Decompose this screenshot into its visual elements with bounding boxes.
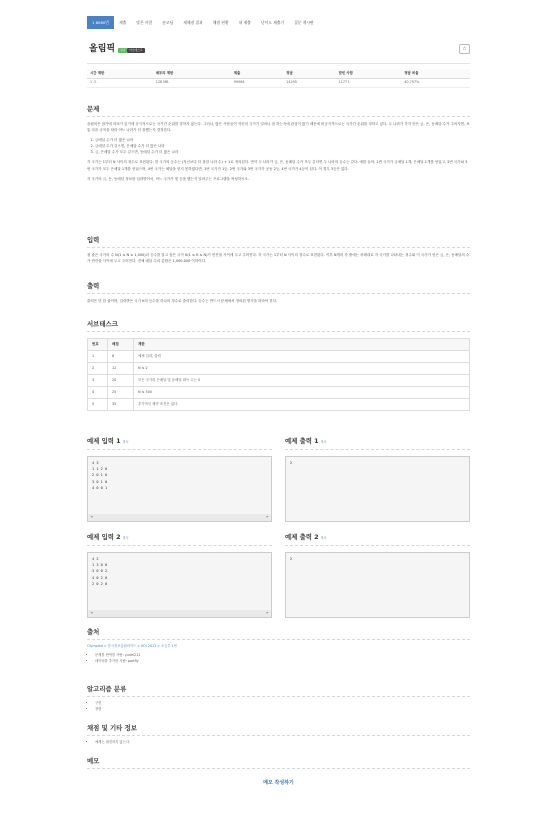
example-text: 4 3 1 1 2 0 2 0 1 0 3 0 1 0 4 0 0 1 — [92, 461, 108, 490]
memo-section — [87, 757, 470, 769]
algorithm-tag[interactable]: • 정렬 — [95, 706, 470, 712]
copy-button[interactable]: 복사 — [122, 440, 129, 444]
subtask-header: 배점 — [108, 339, 134, 351]
subtask-cell: N ≤ 500 — [134, 387, 470, 399]
input-section — [87, 236, 470, 264]
section-heading: 예제 입력 1 — [87, 437, 121, 445]
problem-info-table — [87, 69, 470, 88]
info-value: 11771 — [336, 78, 402, 87]
info-value: 99964 — [231, 78, 283, 87]
write-memo-button[interactable]: 메모 작성하기 — [263, 780, 294, 786]
tab-difficulty[interactable]: 난이도 제출기 — [260, 20, 285, 25]
algorithm-section — [87, 685, 470, 712]
grading-section — [87, 724, 470, 745]
source-list — [87, 652, 470, 664]
tab-status[interactable]: 채점 현황 — [212, 20, 229, 25]
subtask-cell: 1 — [88, 351, 108, 363]
example-text: 2 — [290, 557, 293, 561]
section-heading: 예제 출력 2 — [285, 533, 319, 541]
list-item: • 문제를 번역한 사람: yuriel211 — [95, 652, 470, 658]
example-input-1-box[interactable] — [87, 456, 272, 522]
example-input-2 — [87, 533, 272, 618]
section-heading: 출력 — [87, 282, 470, 294]
example-output-2-box[interactable] — [285, 552, 470, 618]
example-input-2-box[interactable] — [87, 552, 272, 618]
tab-questions[interactable]: 질문 게시판 — [294, 20, 314, 25]
problem-paragraph: 올림픽은 참가에 의의가 있기에 공식적으로는 국가간 순위를 정하지 않는다. 그러나, 많은 사람들이 자신의 국가가 얼마나 잘 하는지에 관심이 많기 때문에 비공식적으로는 국가간 순위를 정하고 있다. 두 나라가 각각 얻은 금, 은, 동메달 수가 주어지면, 보통 다음 규칙을 따라 어느 나라가 더 잘했는지 결정한다. — [87, 122, 470, 133]
info-value: 14295 — [283, 78, 335, 87]
tab-problem[interactable]: 1 8060번 — [87, 16, 114, 29]
rules-list — [87, 137, 470, 155]
table-row — [88, 363, 470, 375]
source-section — [87, 628, 470, 664]
input-description: 첫 줄은 국가의 수 N(1 ≤ N ≤ 1,000)과 등수를 알고 싶은 국가 K(1 ≤ K ≤ N)가 빈칸을 사이에 두고 주어진다. 각 국가는 1부터 N 사이의 정수로 표현된다. 이후 N개의 각 줄에는 차례대로 각 국가를 나타내는 정수와 이 국가가 얻은 금, 은, 동메달의 수가 빈칸을 사이에 두고 주어진다. 전체 메달 수의 총합은 1,000,000 이하이다. — [87, 253, 470, 264]
subtask-cell: 35 — [108, 399, 134, 411]
subtask-cell: 3 — [88, 375, 108, 387]
scroll-right-icon[interactable]: ▸ — [265, 514, 269, 520]
example-output-1-box[interactable] — [285, 456, 470, 522]
source-line — [87, 643, 470, 649]
tab-short-coding[interactable]: 숏코딩 — [162, 20, 174, 25]
subtask-cell: N ≤ 2 — [134, 363, 470, 375]
problem-paragraph: 각 국가의 금, 은, 동메달 정보를 입력받아서, 어느 국가가 몇 등을 했는지 알려주는 프로그램을 작성하시오. — [87, 176, 250, 181]
example-output-1 — [285, 437, 470, 522]
source-link[interactable]: Olympiad > 한국정보올림피아드 > KOI 2013 > 초등부 1번 — [87, 644, 177, 648]
subtask-header: 제한 — [134, 339, 470, 351]
section-heading: 서브태스크 — [87, 320, 470, 332]
info-value: 128 MB — [153, 78, 231, 87]
section-heading: 메모 — [87, 757, 470, 769]
subtask-cell: 12 — [108, 363, 134, 375]
section-heading: 입력 — [87, 236, 470, 248]
subtask-cell: 8 — [108, 351, 134, 363]
list-item: 3. 금, 은메달 수가 모두 같으면, 동메달 수가 더 많은 나라 — [95, 149, 470, 155]
copy-button[interactable]: 복사 — [320, 536, 327, 540]
section-heading: 예제 출력 1 — [285, 437, 319, 445]
subtask-cell: 4 — [88, 387, 108, 399]
subtask-badge: 서브태스크 — [129, 48, 143, 52]
subtask-cell: 20 — [108, 375, 134, 387]
output-description: 출력은 단 한 줄이며, 입력받은 국가 K의 등수를 하나의 정수로 출력한다. 등수는 반드시 문제에서 정의된 방식을 따라야 한다. — [87, 299, 278, 303]
copy-button[interactable]: 복사 — [122, 536, 129, 540]
tab-solved-users[interactable]: 맞은 사람 — [136, 20, 153, 25]
algorithm-tag[interactable]: • 구현 — [95, 700, 470, 706]
example-text: 2 — [290, 461, 293, 465]
list-item: 1. 금메달 수가 더 많은 나라 — [95, 137, 470, 143]
section-heading: 출처 — [87, 628, 470, 640]
star-icon[interactable]: ☆ — [459, 44, 470, 54]
grading-list — [87, 739, 470, 745]
horizontal-scrollbar[interactable] — [88, 610, 271, 617]
list-item: • 데이터를 추가한 사람: portfly — [95, 658, 470, 664]
output-section — [87, 282, 470, 304]
list-item: • 예제는 채점하지 않는다. — [95, 739, 470, 745]
info-header: 맞힌 사람 — [336, 69, 402, 78]
subtask-section — [87, 320, 470, 411]
table-row — [88, 399, 470, 411]
section-heading: 예제 입력 2 — [87, 533, 121, 541]
section-heading: 문제 — [87, 105, 470, 117]
subtask-header: 번호 — [88, 339, 108, 351]
info-header: 제출 — [231, 69, 283, 78]
problem-section — [87, 105, 470, 182]
info-value: 40.797% — [401, 78, 470, 87]
subtask-cell: 모든 국가의 은메달 및 동메달 획득 수는 0 — [134, 375, 470, 387]
info-value: 1 초 — [87, 78, 153, 87]
tab-my-submissions[interactable]: 내 제출 — [238, 20, 251, 25]
problem-paragraph: 각 국가는 1부터 N 사이의 정수로 표현된다. 한 국가의 등수는 (자신보다 더 잘한 나라 수) + 1로 정의된다. 만약 두 나라가 금, 은, 동메달 수가 모두 같다면 두 나라의 등수는 같다. 예를 들어, 1번 국가가 금메달 1개, 은메달 1개를 얻었고, 2번 국가와 3번 국가가 모두 은메달 1개를 얻었으며, 4번 국가는 메달을 얻지 못하였다면, 1번 국가가 1등, 2번 국가와 3번 국가가 공동 2등, 4번 국가가 4등이 된다. 이 경우 3등은 없다. — [87, 160, 468, 171]
info-header: 정답 — [283, 69, 335, 78]
info-header: 정답 비율 — [401, 69, 470, 78]
scroll-left-icon[interactable]: ◂ — [90, 610, 94, 616]
table-row — [88, 351, 470, 363]
success-badge: 성공 — [120, 48, 126, 52]
subtask-cell: 2 — [88, 363, 108, 375]
algorithm-list — [87, 700, 470, 712]
horizontal-scrollbar[interactable] — [88, 514, 271, 521]
section-heading: 채점 및 기타 정보 — [87, 724, 470, 736]
title-divider — [87, 63, 470, 64]
info-header: 시간 제한 — [87, 69, 153, 78]
tab-rejudge[interactable]: 재채점 결과 — [183, 20, 203, 25]
copy-button[interactable]: 복사 — [320, 440, 327, 444]
example-text: 4 2 1 3 0 0 3 0 0 2 4 0 2 0 2 0 2 0 — [92, 557, 108, 586]
title-row — [87, 43, 470, 57]
list-item: 2. 금메달 수가 같으면, 은메달 수가 더 많은 나라 — [95, 143, 470, 149]
scroll-right-icon[interactable]: ▸ — [265, 610, 269, 616]
info-header: 메모리 제한 — [153, 69, 231, 78]
example-input-1 — [87, 437, 272, 522]
page-title: 올림픽 — [89, 44, 116, 54]
section-heading: 알고리즘 분류 — [87, 685, 470, 697]
table-row — [88, 375, 470, 387]
subtask-cell: 예제 입력, 출력 — [134, 351, 470, 363]
subtask-cell: 추가적인 제약 조건은 없다. — [134, 399, 470, 411]
table-row — [88, 387, 470, 399]
subtask-cell: 25 — [108, 387, 134, 399]
problem-tabs — [87, 16, 319, 29]
scroll-left-icon[interactable]: ◂ — [90, 514, 94, 520]
tab-submit[interactable]: 제출 — [118, 20, 127, 25]
example-output-2 — [285, 533, 470, 618]
subtask-table — [87, 338, 470, 411]
subtask-cell: 5 — [88, 399, 108, 411]
